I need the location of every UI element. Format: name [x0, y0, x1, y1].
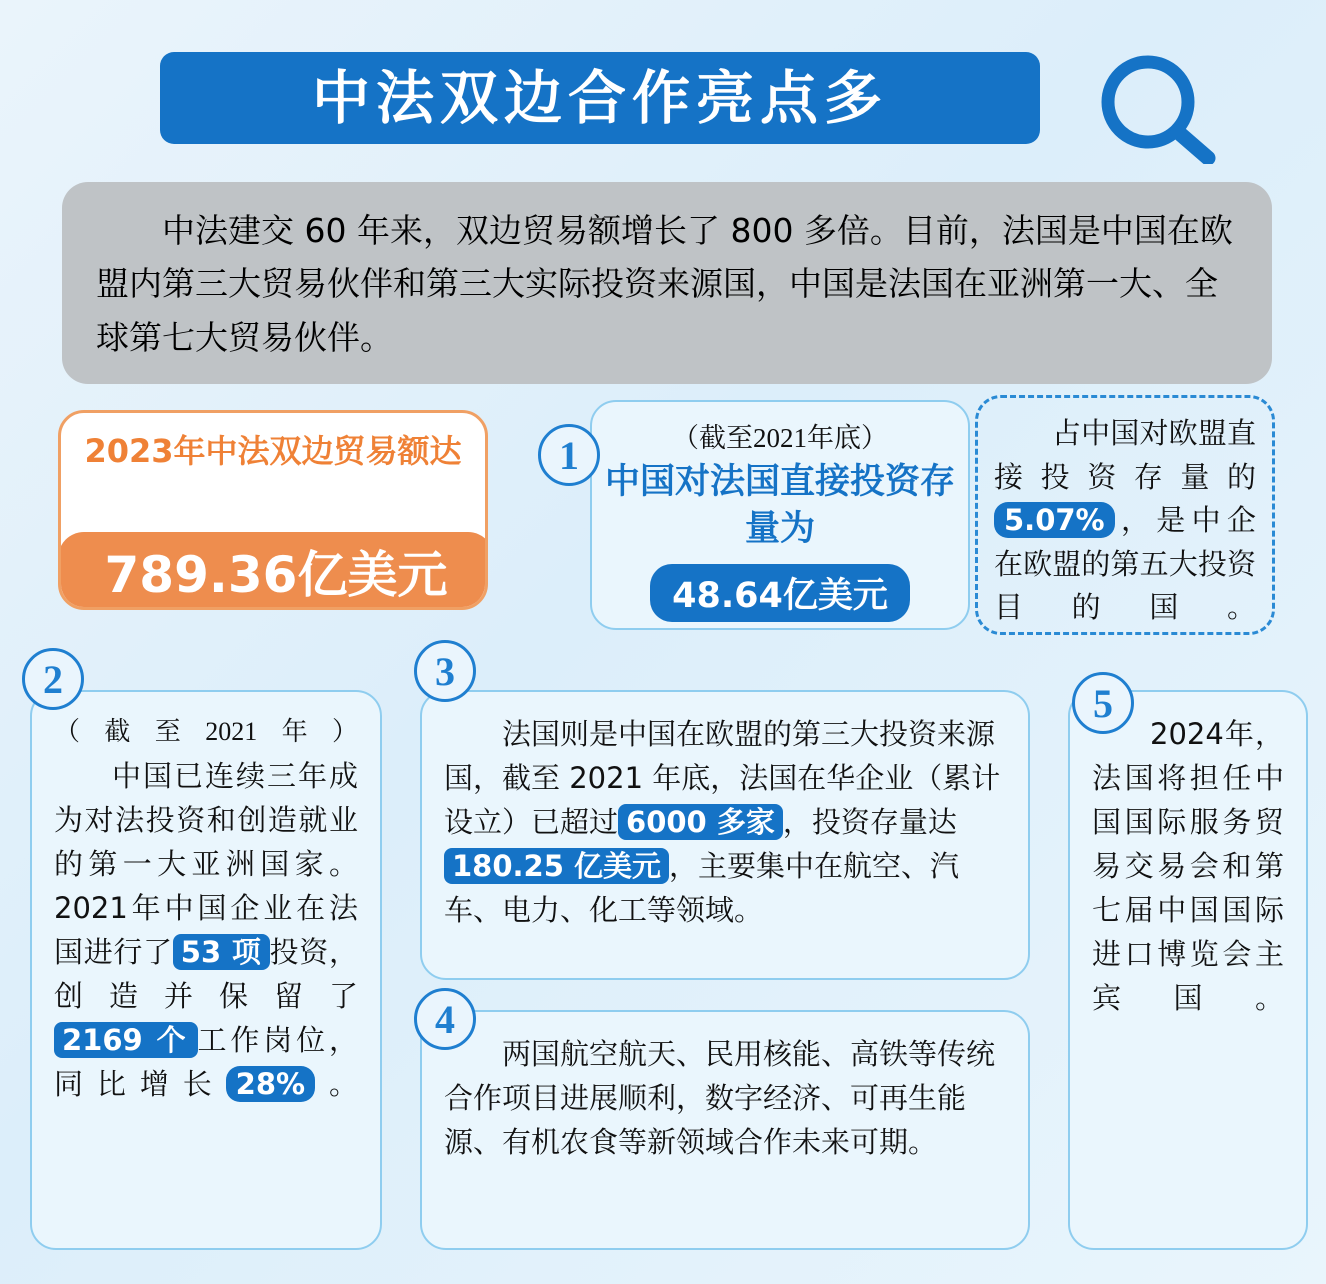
card-2024-guest-country: [1068, 690, 1308, 1250]
card-cooperation-fields: [420, 1010, 1030, 1250]
card-asia-investor: [30, 690, 382, 1250]
card3-highlight-companies: 6000 多家: [618, 804, 783, 840]
card-france-source: [420, 690, 1030, 980]
card2-text: [54, 754, 358, 1107]
badge-2: 2: [22, 648, 84, 710]
dashed-text-a: 占中国对欧盟直接投资存量的: [994, 416, 1256, 494]
page-title: 中法双边合作亮点多: [311, 64, 888, 132]
header: [160, 52, 1230, 162]
card3-highlight-stock: 180.25 亿美元: [444, 848, 669, 884]
card4-text: 两国航空航天、民用核能、高铁等传统合作项目进展顺利，数字经济、可再生能源、有机农食等新领域合作未来可期。: [444, 1037, 996, 1160]
dashed-highlight: 5.07%: [994, 502, 1115, 538]
lead-paragraph: [62, 182, 1272, 384]
dashed-text-b: ，是中企在欧盟的第五大投资目的国。: [994, 503, 1256, 624]
badge-5: 5: [1072, 672, 1134, 734]
search-icon: [1090, 54, 1220, 169]
card2-text-d: 。: [315, 1067, 358, 1102]
card3-text-a: 法国则是中国在欧盟的第三大投资来源国，截至 2021 年底，法国在华企业（累计设立）已超过: [444, 717, 1001, 840]
badge-1: 1: [538, 424, 600, 486]
stat-value: 789.36亿美元: [58, 532, 488, 610]
badge-3: 3: [414, 640, 476, 702]
card5-text: 2024年，法国将担任中国国际服务贸易交易会和第七届中国国际进口博览会主宾国。: [1092, 717, 1284, 1016]
card-share-note: [975, 395, 1275, 635]
card1-note: （截至2021年底）: [672, 423, 888, 453]
card2-note: （截至2021年）: [54, 717, 358, 746]
title-bar: [160, 52, 1040, 144]
badge-4: 4: [414, 988, 476, 1050]
dashed-text: [994, 412, 1256, 630]
card3-text: [444, 712, 1006, 932]
lead-text: 中法建交 60 年来，双边贸易额增长了 800 多倍。目前，法国是中国在欧盟内第三大贸易伙伴和第三大实际投资来源国，中国是法国在亚洲第一大、全球第七大贸易伙伴。: [96, 211, 1233, 357]
card1-title: 中国对法国直接投资存量为: [604, 462, 955, 550]
card2-highlight-growth: 28%: [226, 1066, 315, 1102]
card3-text-c: ，主要集中在航空、汽车、电力、化工等领域。: [444, 849, 960, 928]
card1-value: 48.64亿美元: [650, 564, 910, 622]
card2-highlight-jobs: 2169 个: [54, 1022, 198, 1058]
card2-text-a: 中国已连续三年成为对法投资和创造就业的第一大亚洲国家。2021年中国企业在法国进行了: [54, 758, 358, 969]
stat-caption: 2023年中法双边贸易额达: [84, 432, 462, 470]
card2-highlight-projects: 53 项: [173, 934, 270, 970]
stat-bilateral-trade: [58, 410, 488, 610]
card3-text-b: ，投资存量达: [782, 805, 957, 840]
card2-text-c: 工作岗位，同比增长: [54, 1022, 358, 1102]
card2-text-b: 投资，创造并保留了: [54, 934, 358, 1013]
card-investment-stock: [590, 400, 970, 630]
